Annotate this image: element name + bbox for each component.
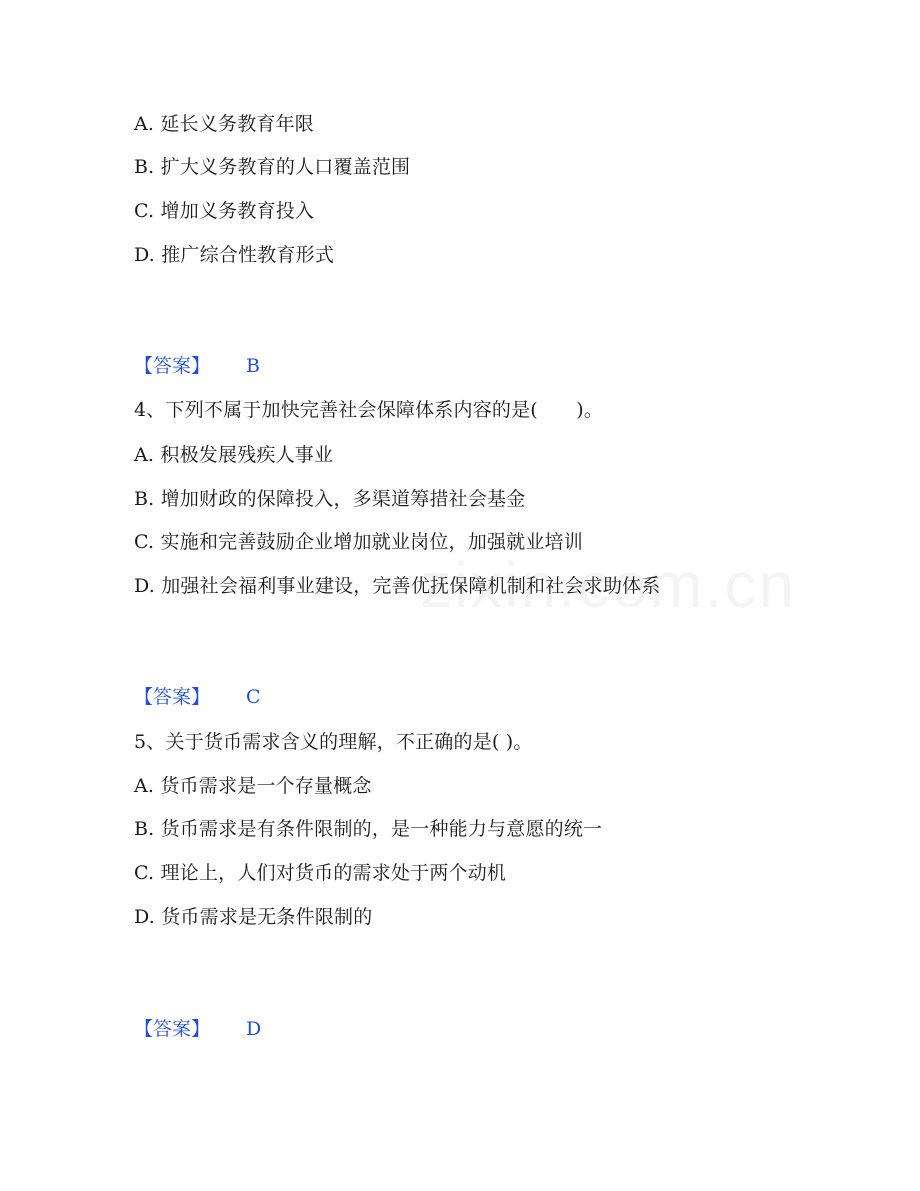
q3-option-a: A. 延长义务教育年限 (134, 113, 315, 135)
q3-answer (134, 354, 260, 378)
q4-option-d: D. 加强社会福利事业建设，完善优抚保障机制和社会求助体系 (134, 575, 661, 597)
q4-option-b: B. 增加财政的保障投入，多渠道筹措社会基金 (134, 488, 526, 510)
q5-option-c: C. 理论上，人们对货币的需求处于两个动机 (134, 862, 507, 884)
q4-option-c: C. 实施和完善鼓励企业增加就业岗位，加强就业培训 (134, 531, 583, 553)
answer-label: 【答案】 (134, 355, 211, 377)
q5-option-a: A. 货币需求是一个存量概念 (134, 775, 372, 797)
answer-label: 【答案】 (134, 1018, 211, 1040)
answer-label: 【答案】 (134, 686, 211, 708)
q4-question: 4、下列不属于加快完善社会保障体系内容的是( )。 (134, 399, 604, 421)
q5-option-d: D. 货币需求是无条件限制的 (134, 906, 373, 928)
answer-value: C (246, 686, 261, 708)
answer-value: B (246, 355, 260, 377)
answer-value: D (246, 1018, 262, 1040)
q3-option-c: C. 增加义务教育投入 (134, 200, 315, 222)
q4-answer (134, 685, 261, 709)
q3-option-b: B. 扩大义务教育的人口覆盖范围 (134, 156, 411, 178)
q5-answer (134, 1017, 261, 1041)
q3-option-d: D. 推广综合性教育形式 (134, 244, 335, 266)
q4-option-a: A. 积极发展残疾人事业 (134, 444, 334, 466)
q5-option-b: B. 货币需求是有条件限制的，是一种能力与意愿的统一 (134, 818, 603, 840)
q5-question: 5、关于货币需求含义的理解，不正确的是( )。 (134, 731, 533, 753)
